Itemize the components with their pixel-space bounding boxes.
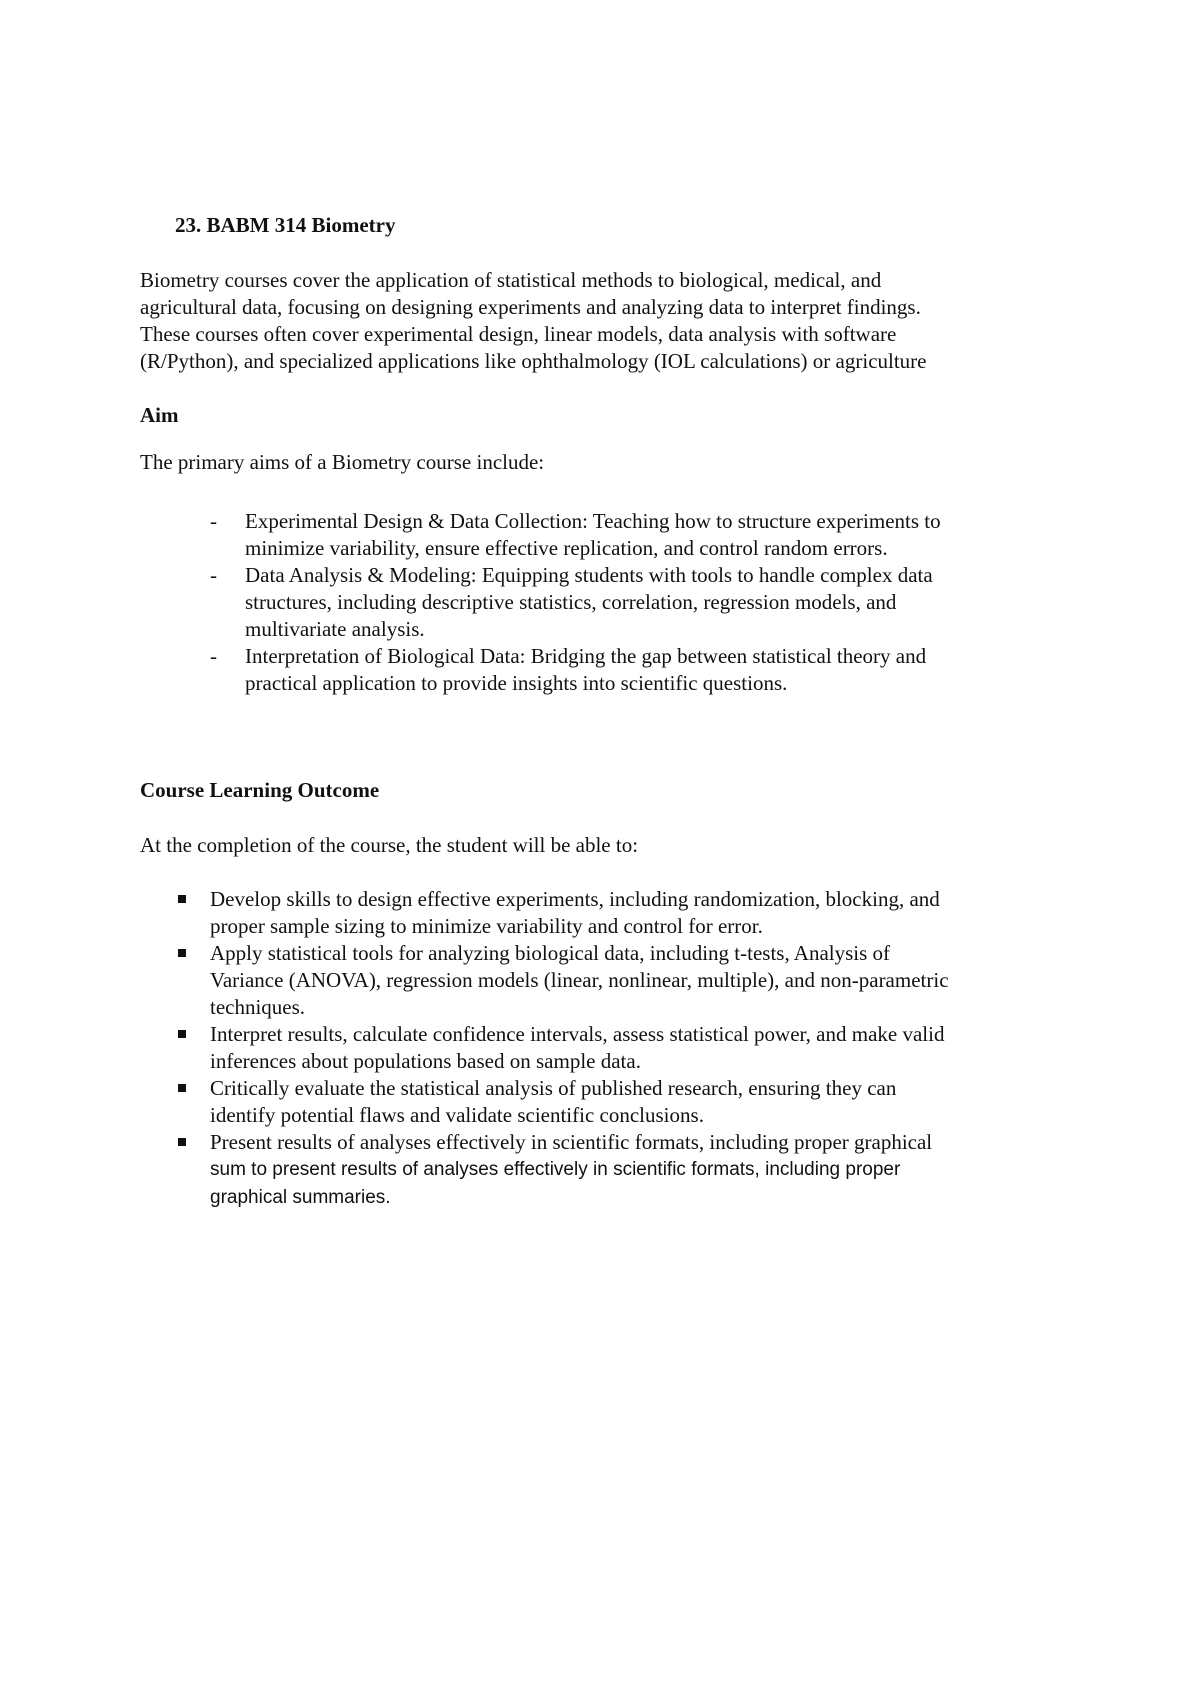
aim-item-line: multivariate analysis. <box>245 617 425 641</box>
section-title: 23. BABM 314 Biometry <box>175 213 396 237</box>
outcome-item-line: Interpret results, calculate confidence intervals, assess statistical power, and make valid <box>210 1022 945 1046</box>
outcome-item-line: Apply statistical tools for analyzing biological data, including t-tests, Analysis of <box>210 941 891 965</box>
outcome-item-line: inferences about populations based on sample data. <box>210 1049 641 1073</box>
aim-list-item <box>210 562 1050 643</box>
outcome-heading: Course Learning Outcome <box>140 778 380 802</box>
aim-item-line: structures, including descriptive statistics, correlation, regression models, and <box>245 590 897 614</box>
aim-lead-text: The primary aims of a Biometry course include: <box>140 450 545 474</box>
aim-item-line: practical application to provide insights into scientific questions. <box>245 671 788 695</box>
outcome-list <box>178 886 1058 1212</box>
square-bullet-icon <box>178 895 186 903</box>
outcome-item-line: proper sample sizing to minimize variability and control for error. <box>210 914 763 938</box>
aim-list <box>210 508 1050 697</box>
aim-item-line: Data Analysis & Modeling: Equipping students with tools to handle complex data <box>245 563 933 587</box>
aim-heading: Aim <box>140 403 179 427</box>
square-bullet-icon <box>178 1138 186 1146</box>
outcome-item-line: Develop skills to design effective experiments, including randomization, blocking, and <box>210 887 940 911</box>
dash-bullet: - <box>210 644 217 668</box>
square-bullet-icon <box>178 949 186 957</box>
outcome-item-line: Critically evaluate the statistical analysis of published research, ensuring they can <box>210 1076 897 1100</box>
outcome-item-line: identify potential flaws and validate scientific conclusions. <box>210 1103 704 1127</box>
aim-list-item <box>210 643 1050 697</box>
square-bullet-icon <box>178 1030 186 1038</box>
intro-line: Biometry courses cover the application of statistical methods to biological, medical, and <box>140 268 882 292</box>
intro-line: agricultural data, focusing on designing experiments and analyzing data to interpret findings. <box>140 295 921 319</box>
outcome-item-line: techniques. <box>210 995 306 1019</box>
aim-item-line: Interpretation of Biological Data: Bridging the gap between statistical theory and <box>245 644 927 668</box>
dash-bullet: - <box>210 509 217 533</box>
intro-paragraph <box>140 267 1040 375</box>
outcome-list-item <box>178 940 1058 1021</box>
outcome-list-item <box>178 1075 1058 1129</box>
outcome-list-item <box>178 1129 1058 1212</box>
outcome-list-item <box>178 1021 1058 1075</box>
outcome-item-line: Variance (ANOVA), regression models (linear, nonlinear, multiple), and non-parametric <box>210 968 949 992</box>
outcome-lead-text: At the completion of the course, the student will be able to: <box>140 833 639 857</box>
outcome-list-item <box>178 886 1058 940</box>
intro-line: These courses often cover experimental design, linear models, data analysis with software <box>140 322 897 346</box>
aim-item-line: minimize variability, ensure effective replication, and control random errors. <box>245 536 888 560</box>
outcome-item-line: sum to present results of analyses effectively in scientific formats, including proper <box>210 1159 901 1180</box>
dash-bullet: - <box>210 563 217 587</box>
aim-item-line: Experimental Design & Data Collection: Teaching how to structure experiments to <box>245 509 941 533</box>
aim-list-item <box>210 508 1050 562</box>
intro-line: (R/Python), and specialized applications like ophthalmology (IOL calculations) or agriculture <box>140 349 927 373</box>
outcome-item-line: graphical summaries. <box>210 1187 391 1208</box>
outcome-item-line: Present results of analyses effectively in scientific formats, including proper graphical <box>210 1130 933 1154</box>
square-bullet-icon <box>178 1084 186 1092</box>
